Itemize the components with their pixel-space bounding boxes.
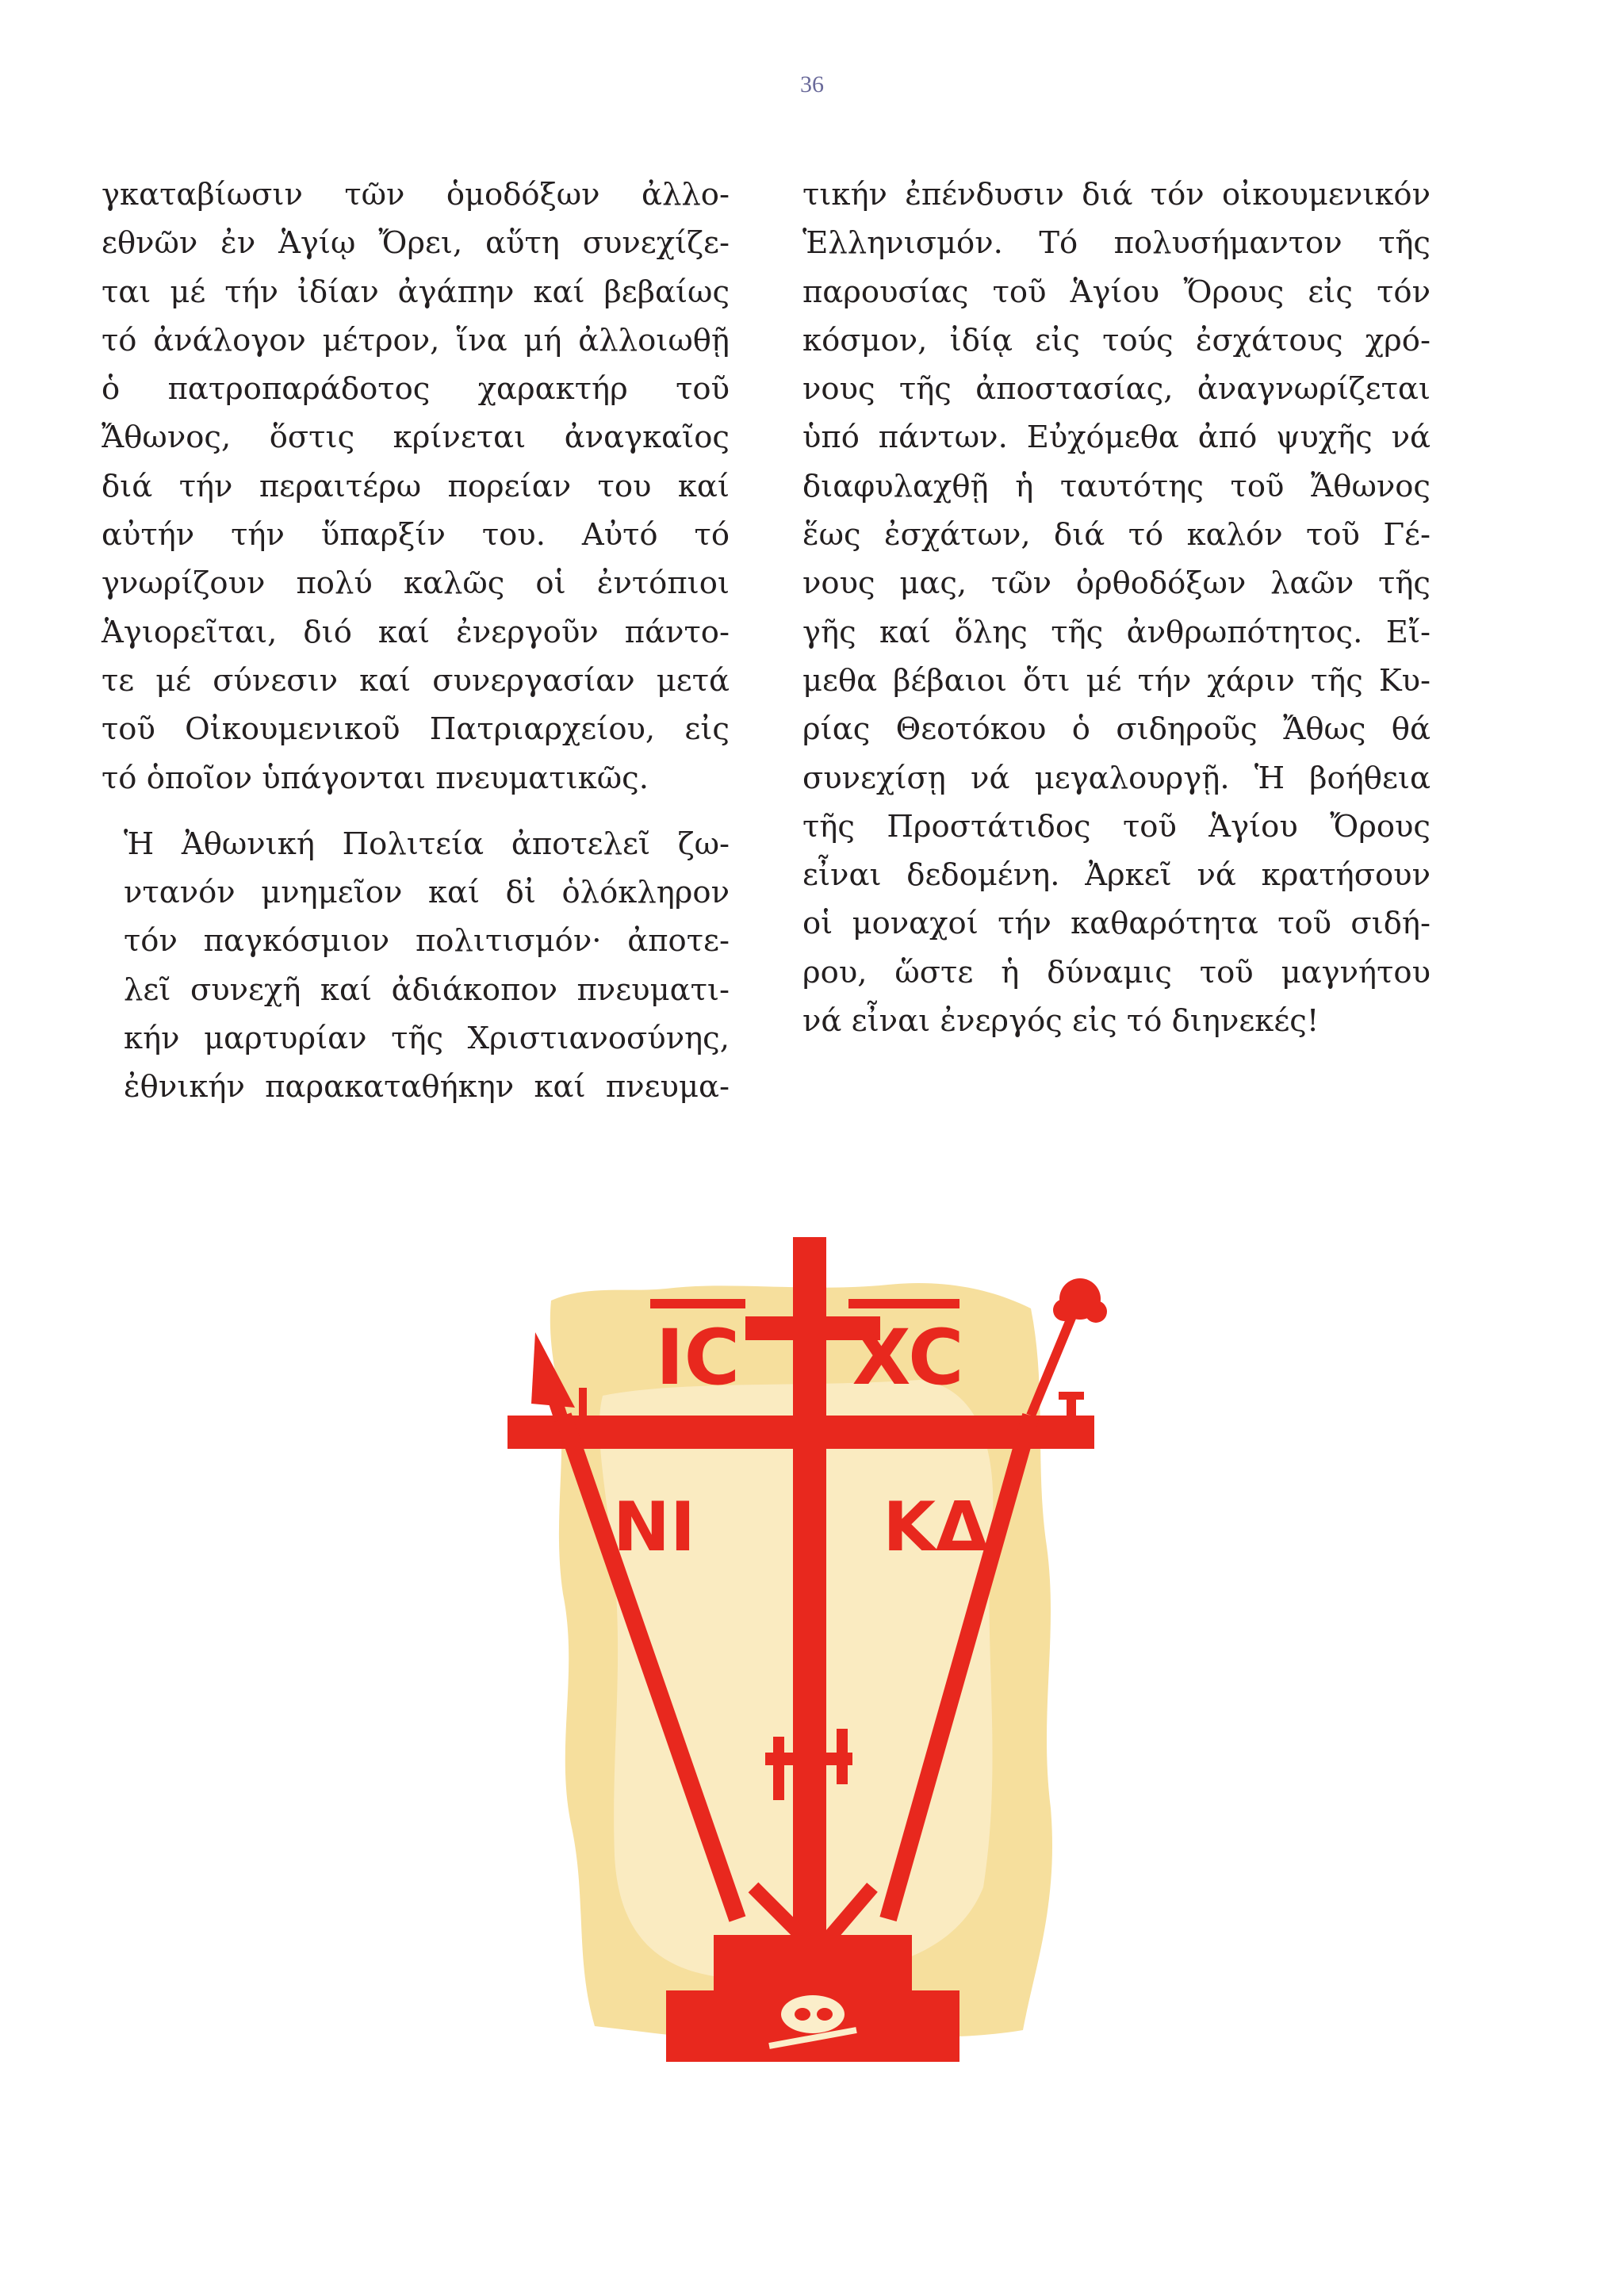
text-line: γνωρίζουν πολύ καλῶς οἱ ἐντόπιοι [102, 565, 730, 602]
page-number: 36 [800, 71, 824, 98]
text-line: Ἑλληνισμόν. Τό πολυσήμαντον τῆς [802, 225, 1431, 262]
sponge-lobe [1085, 1301, 1107, 1323]
athonite-cross-icon [476, 1205, 1189, 2141]
text-line: ται μέ τήν ἰδίαν ἀγάπην καί βεβαίως [102, 274, 730, 310]
text-line: τε μέ σύνεσιν καί συνεργασίαν μετά [102, 662, 730, 699]
inscription-ka: KΔ [883, 1488, 989, 1567]
text-line: συνεχίσῃ νά μεγαλουργῇ. Ἡ βοήθεια [802, 760, 1431, 796]
text-line: λεῖ συνεχῆ καί ἀδιάκοπον πνευματι- [124, 971, 730, 1008]
text-line: αὐτήν τήν ὕπαρξίν του. Αὐτό τό [102, 517, 730, 554]
skull-eye [817, 2008, 833, 2021]
text-line: εθνῶν ἐν Ἁγίῳ Ὄρει, αὕτη συνεχίζε- [102, 225, 730, 262]
skull-icon [781, 1995, 845, 2033]
left-column [102, 170, 730, 1112]
text-line: τό ἀνάλογον μέτρον, ἵνα μή ἀλλοιωθῇ [102, 322, 730, 358]
text-line: νους τῆς ἀποστασίας, ἀναγνωρίζεται [802, 371, 1431, 408]
text-line: κήν μαρτυρίαν τῆς Χριστιανοσύνης, [124, 1021, 730, 1057]
text-line: ἕως ἐσχάτων, διά τό καλόν τοῦ Γέ- [802, 517, 1431, 554]
inscription-ic: IC [655, 1313, 741, 1402]
text-line: ρου, ὥστε ἡ δύναμις τοῦ μαγνήτου [802, 954, 1431, 990]
text-line: ἐθνικήν παρακαταθήκην καί πνευμα- [124, 1069, 730, 1105]
paragraph [802, 170, 1431, 1045]
text-line: ὑπό πάντων. Εὐχόμεθα ἀπό ψυχῆς νά [802, 420, 1431, 456]
text-line: νά εἶναι ἐνεργός εἰς τό διηνεκές! [802, 1003, 1320, 1040]
ic-overline [650, 1299, 745, 1308]
cross-shaft [793, 1237, 826, 1935]
text-line: Ἁγιορεῖται, διό καί ἐνεργοῦν πάντο- [102, 614, 730, 650]
text-line: τοῦ Οἰκουμενικοῦ Πατριαρχείου, εἰς [102, 711, 730, 748]
skull-eye [795, 2008, 810, 2021]
text-line: οἱ μοναχοί τήν καθαρότητα τοῦ σιδή- [802, 906, 1431, 942]
paragraph [102, 820, 730, 1112]
text-line: Ἄθωνος, ὅστις κρίνεται ἀναγκαῖος [102, 420, 730, 456]
text-line: ντανόν μνημεῖον καί δἰ ὁλόκληρον [124, 875, 730, 911]
text-line: γῆς καί ὅλης τῆς ἀνθρωπότητος. Εἴ- [802, 614, 1431, 650]
cross-main-bar [508, 1416, 1094, 1449]
xc-overline [848, 1299, 959, 1308]
text-line: παρουσίας τοῦ Ἁγίου Ὄρους εἰς τόν [802, 274, 1431, 310]
bar-mark [1059, 1392, 1084, 1400]
cross-illustration [476, 1205, 1189, 2141]
inscription-ni: NI [613, 1488, 695, 1567]
text-line: γκαταβίωσιν τῶν ὁμοδόξων ἀλλο- [102, 177, 730, 213]
bar-mark [579, 1388, 587, 1419]
text-line: ὁ πατροπαράδοτος χαρακτήρ τοῦ [102, 371, 730, 408]
right-column [802, 170, 1431, 1045]
text-line: διά τήν περαιτέρω πορείαν του καί [102, 468, 730, 504]
base-step-upper [714, 1935, 912, 1998]
text-line: τόν παγκόσμιον πολιτισμόν· ἀποτε- [124, 923, 730, 960]
text-line: μεθα βέβαιοι ὅτι μέ τήν χάριν τῆς Κυ- [802, 662, 1431, 699]
text-line: τικήν ἐπένδυσιν διά τόν οἰκουμενικόν [802, 177, 1431, 213]
text-line: εἶναι δεδομένη. Ἀρκεῖ νά κρατήσουν [802, 857, 1431, 894]
inscription-xc: XC [852, 1313, 964, 1402]
text-line: τό ὁποῖον ὑπάγονται πνευματικῶς. [102, 760, 649, 796]
sponge-lobe [1053, 1299, 1075, 1321]
text-line: νους μας, τῶν ὀρθοδόξων λαῶν τῆς [802, 565, 1431, 602]
text-line: τῆς Προστάτιδος τοῦ Ἁγίου Ὄρους [802, 808, 1431, 845]
text-line: Ἡ Ἀθωνική Πολιτεία ἀποτελεῖ ζω- [124, 826, 730, 862]
lower-cross-mark [837, 1729, 848, 1784]
text-line: κόσμον, ἰδίᾳ εἰς τούς ἐσχάτους χρό- [802, 322, 1431, 358]
lower-cross-mark [773, 1737, 784, 1800]
text-line: διαφυλαχθῇ ἡ ταυτότης τοῦ Ἄθωνος [802, 468, 1431, 504]
paragraph [102, 170, 730, 803]
text-line: ρίας Θεοτόκου ὁ σιδηροῦς Ἄθως θά [802, 711, 1431, 748]
